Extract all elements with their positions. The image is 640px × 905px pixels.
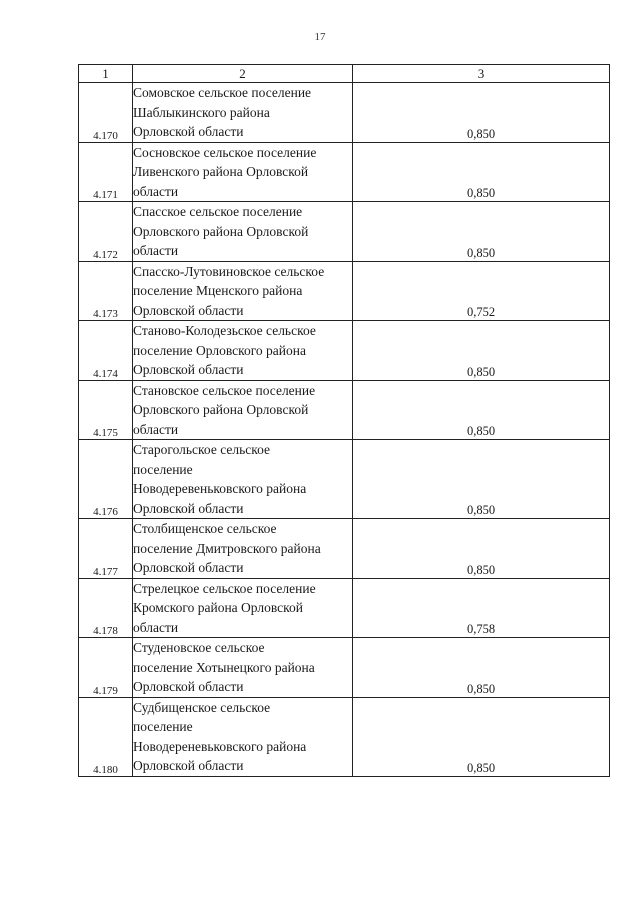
table-row bbox=[79, 697, 610, 776]
row-number: 4.178 bbox=[79, 578, 133, 638]
coefficient-value: 0,850 bbox=[353, 142, 610, 202]
settlement-name: Студеновское сельское поселение Хотынецкого района Орловской области bbox=[133, 638, 353, 698]
coefficient-value: 0,850 bbox=[353, 202, 610, 262]
settlement-name: Столбищенское сельское поселение Дмитровского района Орловской области bbox=[133, 519, 353, 579]
table-row bbox=[79, 142, 610, 202]
settlement-name: Сомовское сельское поселение Шаблыкинского района Орловской области bbox=[133, 83, 353, 143]
table-row bbox=[79, 261, 610, 321]
table-row bbox=[79, 638, 610, 698]
table-row bbox=[79, 380, 610, 440]
coefficient-value: 0,850 bbox=[353, 638, 610, 698]
row-number: 4.173 bbox=[79, 261, 133, 321]
coefficient-value: 0,850 bbox=[353, 321, 610, 381]
header-row bbox=[79, 65, 610, 83]
table-row bbox=[79, 578, 610, 638]
table-row bbox=[79, 440, 610, 519]
settlement-name: Спасское сельское поселение Орловского района Орловской области bbox=[133, 202, 353, 262]
page-number: 17 bbox=[314, 31, 326, 43]
row-number: 4.170 bbox=[79, 83, 133, 143]
row-number: 4.176 bbox=[79, 440, 133, 519]
table-row bbox=[79, 321, 610, 381]
table-row bbox=[79, 519, 610, 579]
settlement-name: Судбищенское сельское поселение Новодереневьковского района Орловской области bbox=[133, 697, 353, 776]
coefficient-value: 0,758 bbox=[353, 578, 610, 638]
coefficient-value: 0,850 bbox=[353, 519, 610, 579]
table-row bbox=[79, 83, 610, 143]
row-number: 4.180 bbox=[79, 697, 133, 776]
coefficient-value: 0,850 bbox=[353, 83, 610, 143]
settlement-name: Спасско-Лутовиновское сельское поселение Мценского района Орловской области bbox=[133, 261, 353, 321]
column-header-3: 3 bbox=[353, 65, 610, 83]
column-header-2: 2 bbox=[133, 65, 353, 83]
row-number: 4.179 bbox=[79, 638, 133, 698]
coefficient-value: 0,850 bbox=[353, 380, 610, 440]
coefficient-value: 0,752 bbox=[353, 261, 610, 321]
settlement-name: Сосновское сельское поселение Ливенского района Орловской области bbox=[133, 142, 353, 202]
row-number: 4.175 bbox=[79, 380, 133, 440]
row-number: 4.171 bbox=[79, 142, 133, 202]
settlement-name: Становское сельское поселение Орловского района Орловской области bbox=[133, 380, 353, 440]
settlement-name: Стрелецкое сельское поселение Кромского района Орловской области bbox=[133, 578, 353, 638]
settlement-name: Станово-Колодезьское сельское поселение Орловского района Орловской области bbox=[133, 321, 353, 381]
table-row bbox=[79, 202, 610, 262]
row-number: 4.177 bbox=[79, 519, 133, 579]
coefficient-value: 0,850 bbox=[353, 697, 610, 776]
row-number: 4.174 bbox=[79, 321, 133, 381]
coefficient-value: 0,850 bbox=[353, 440, 610, 519]
settlement-name: Старогольское сельское поселение Новодеревеньковского района Орловской области bbox=[133, 440, 353, 519]
data-table bbox=[78, 64, 610, 777]
row-number: 4.172 bbox=[79, 202, 133, 262]
column-header-1: 1 bbox=[79, 65, 133, 83]
